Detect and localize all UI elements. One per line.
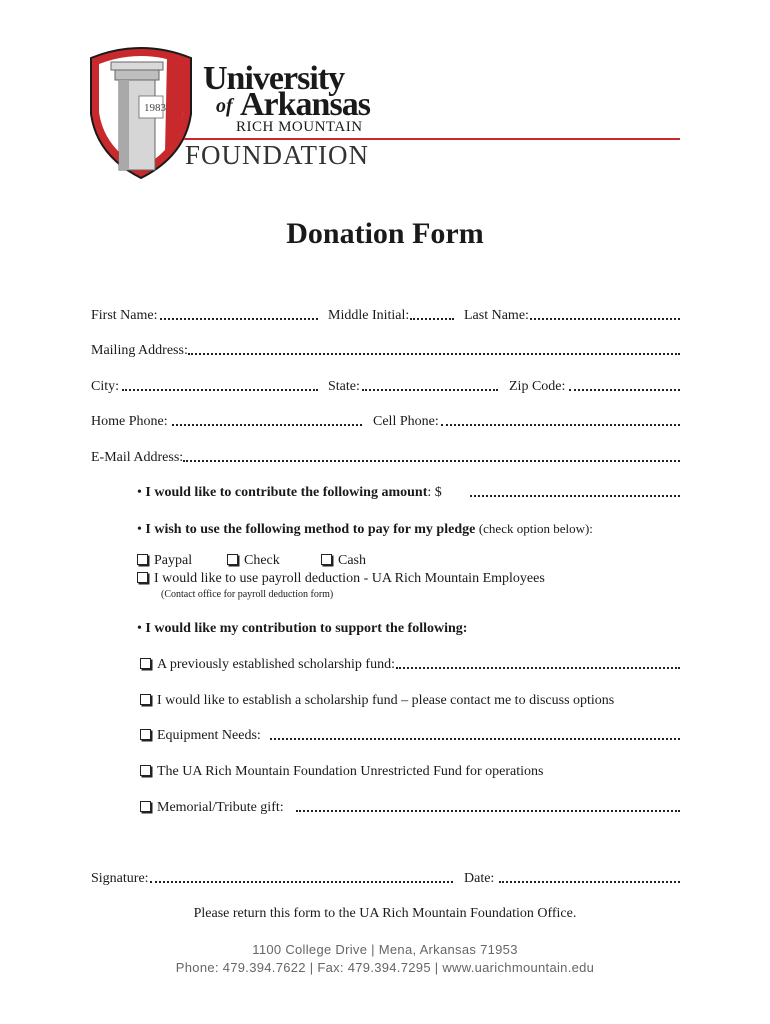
payment-option-check[interactable] [227,552,280,570]
cell-phone-field[interactable] [441,424,680,426]
last-name-label: Last Name: [464,308,529,323]
payment-option-paypal[interactable] [137,552,192,570]
amount-item [137,484,442,502]
support-option-label: A previously established scholarship fund: [157,657,395,672]
bullet-glyph: • [137,522,142,537]
home-phone-label: Home Phone: [91,414,168,429]
email-field[interactable] [183,460,680,462]
support-option-label: Equipment Needs: [157,728,261,743]
paypal-label: Paypal [154,553,193,568]
last-name-field[interactable] [530,318,680,320]
state-label: State: [328,379,360,394]
amount-label: I would like to contribute the following amount [145,485,428,500]
checkbox-icon[interactable] [140,694,151,705]
equipment-needs-field[interactable] [270,738,680,740]
date-label: Date: [464,871,495,886]
checkbox-icon[interactable] [140,765,151,776]
cell-phone-label: Cell Phone: [373,414,439,429]
support-option-memorial[interactable] [140,799,284,817]
amount-suffix: : $ [427,485,442,500]
logo-foundation-text: FOUNDATION [185,140,369,170]
return-instructions: Please return this form to the UA Rich Mountain Foundation Office. [193,906,577,921]
logo-university-text: University [203,60,345,97]
mailing-address-field[interactable] [188,353,680,355]
memorial-gift-field[interactable] [296,810,680,812]
date-field[interactable] [499,881,680,883]
state-field[interactable] [362,389,498,391]
amount-field[interactable] [470,495,680,497]
checkbox-icon[interactable] [140,729,151,740]
checkbox-icon[interactable] [137,554,148,565]
checkbox-icon[interactable] [137,572,148,583]
logo-arkansas-text: Arkansas [240,86,370,123]
support-option-existing-scholarship[interactable] [140,656,395,674]
logo-campus-text: RICH MOUNTAIN [236,119,363,135]
support-option-label: Memorial/Tribute gift: [157,800,284,815]
checkbox-icon[interactable] [140,801,151,812]
logo-year: 1983 [144,102,166,114]
middle-initial-label: Middle Initial: [328,308,410,323]
zip-code-label: Zip Code: [509,379,566,394]
payment-option-payroll[interactable] [137,570,545,588]
mailing-address-label: Mailing Address: [91,343,188,358]
middle-initial-field[interactable] [410,318,454,320]
support-label: I would like my contribution to support the following: [145,621,468,636]
check-label: Check [244,553,280,568]
bullet-glyph: • [137,485,142,500]
support-item [137,620,467,638]
signature-label: Signature: [91,871,149,886]
zip-code-field[interactable] [569,389,680,391]
support-option-new-scholarship[interactable] [140,692,614,710]
cash-label: Cash [338,553,366,568]
support-option-label: I would like to establish a scholarship fund – please contact me to discuss options [157,693,615,708]
payment-option-cash[interactable] [321,552,366,570]
page-title: Donation Form [286,217,484,250]
payment-item [137,520,593,539]
city-label: City: [91,379,120,394]
payroll-label: I would like to use payroll deduction - UA Rich Mountain Employees [154,571,545,586]
signature-field[interactable] [150,881,453,883]
first-name-label: First Name: [91,308,158,323]
existing-scholarship-field[interactable] [396,667,680,669]
support-option-unrestricted[interactable] [140,763,544,781]
support-option-label: The UA Rich Mountain Foundation Unrestricted Fund for operations [157,764,544,779]
city-field[interactable] [122,389,318,391]
bullet-glyph: • [137,621,142,636]
email-label: E-Mail Address: [91,450,184,465]
logo-of-text: of [216,95,233,117]
checkbox-icon[interactable] [227,554,238,565]
foundation-shield-logo [85,44,197,182]
contact-line: Phone: 479.394.7622 | Fax: 479.394.7295 | www.uarichmountain.edu [175,960,595,975]
payment-hint: (check option below): [478,521,593,536]
checkbox-icon[interactable] [321,554,332,565]
payroll-note: (Contact office for payroll deduction form) [161,589,334,600]
support-option-equipment[interactable] [140,727,261,745]
home-phone-field[interactable] [172,424,362,426]
first-name-field[interactable] [160,318,318,320]
payment-label: I wish to use the following method to pay for my pledge [145,522,476,537]
address-line: 1100 College Drive | Mena, Arkansas 71953 [252,942,518,957]
checkbox-icon[interactable] [140,658,151,669]
